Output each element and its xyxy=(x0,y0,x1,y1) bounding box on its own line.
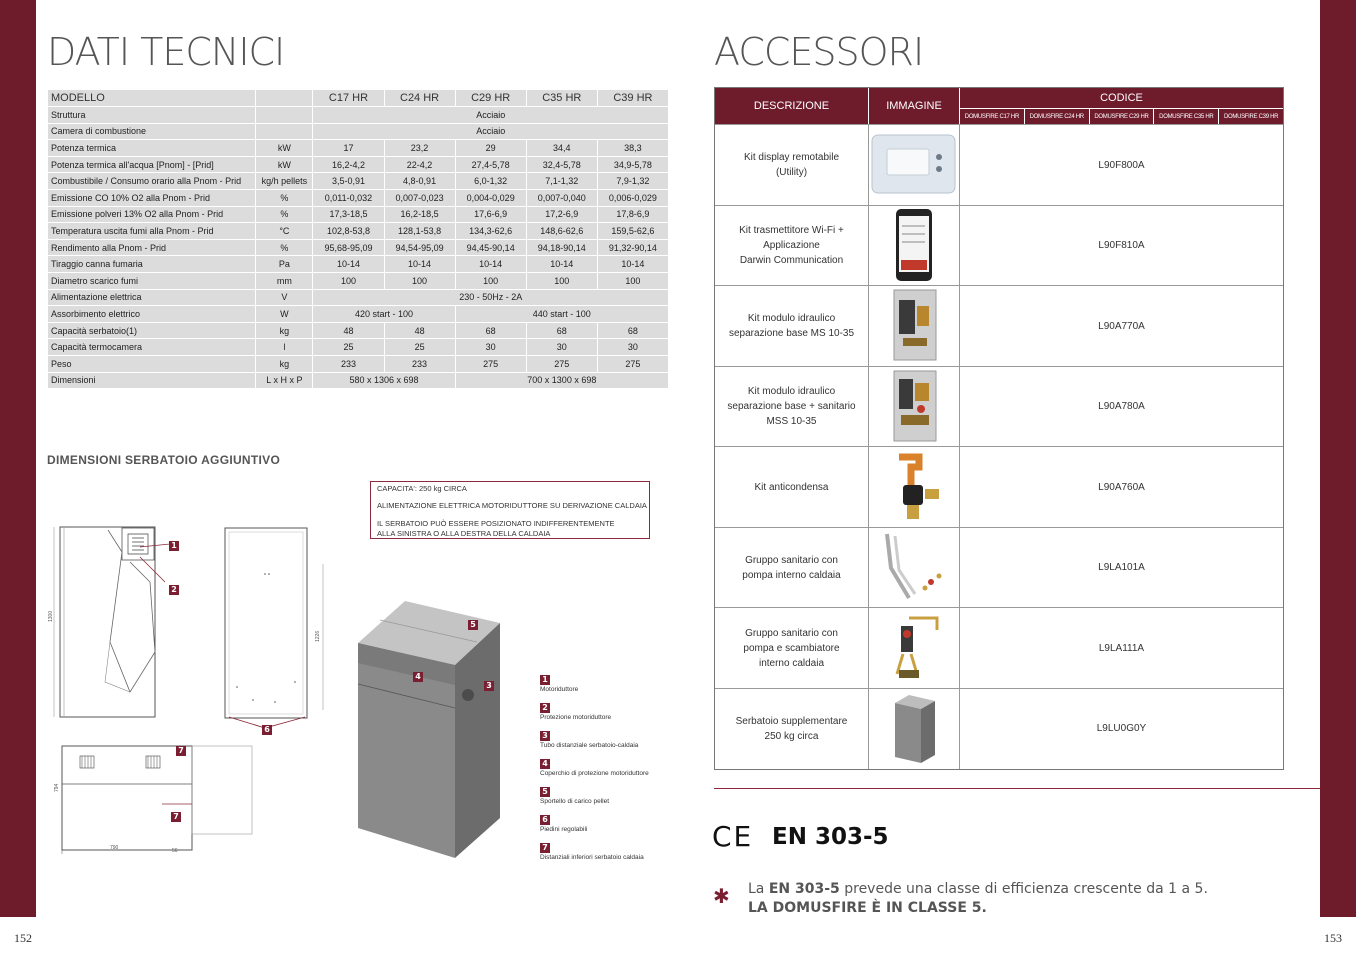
table-cell: 48 xyxy=(384,322,455,339)
table-cell: 30 xyxy=(526,339,597,356)
accessory-code: L9LU0G0Y xyxy=(1096,723,1147,735)
accessory-row xyxy=(715,124,1283,206)
table-header-cell: C35 HR xyxy=(526,90,597,107)
table-cell: Assorbimento elettrico xyxy=(48,306,256,323)
sanitary-group-image xyxy=(869,528,960,609)
table-cell: Acciaio xyxy=(313,107,669,124)
table-cell: 700 x 1300 x 698 xyxy=(455,372,668,389)
table-cell: 17,3-18,5 xyxy=(313,206,384,223)
table-cell xyxy=(256,107,313,124)
badge-1-side: 1 xyxy=(169,541,179,551)
dim-height-1300: 1300 xyxy=(48,610,54,622)
en-text-prefix: La xyxy=(748,881,769,897)
accessory-description: Gruppo sanitario con pompa e scambiatore interno caldaia xyxy=(715,608,869,689)
legend-text: Motoriduttore xyxy=(540,686,579,693)
table-cell: 30 xyxy=(597,339,668,356)
table-cell: 7,1-1,32 xyxy=(526,173,597,190)
table-cell: 100 xyxy=(526,272,597,289)
tank-dimensions-title: DIMENSIONI SERBATOIO AGGIUNTIVO xyxy=(47,453,281,467)
table-row xyxy=(48,107,669,124)
table-cell: l xyxy=(256,339,313,356)
page-number-right: 153 xyxy=(1324,931,1342,945)
table-cell: 0,011-0,032 xyxy=(313,189,384,206)
table-cell: Capacità termocamera xyxy=(48,339,256,356)
table-header-cell: C17 HR xyxy=(313,90,384,107)
legend-item xyxy=(540,843,644,861)
tank-notes-box xyxy=(370,481,650,539)
legend-badge: 7 xyxy=(540,843,550,853)
table-cell: 275 xyxy=(597,355,668,372)
table-header-row xyxy=(48,90,669,107)
dim-height-794: 794 xyxy=(54,783,60,792)
hydraulic-module-image xyxy=(869,286,960,367)
table-cell: 0,004-0,029 xyxy=(455,189,526,206)
ce-mark-icon: CE xyxy=(712,820,754,853)
table-cell: 233 xyxy=(384,355,455,372)
legend-badge: 5 xyxy=(540,787,550,797)
table-cell: % xyxy=(256,239,313,256)
legend-text: Sportello di carico pellet xyxy=(540,798,610,805)
table-header-cell xyxy=(256,90,313,107)
en-text-bold: EN 303-5 xyxy=(768,881,840,897)
table-cell: Pa xyxy=(256,256,313,273)
table-cell: Camera di combustione xyxy=(48,123,256,140)
table-cell: 10-14 xyxy=(313,256,384,273)
header-code-label: CODICE xyxy=(960,88,1283,109)
table-cell: mm xyxy=(256,272,313,289)
en-class-statement: LA DOMUSFIRE È IN CLASSE 5. xyxy=(748,900,987,916)
table-cell: % xyxy=(256,206,313,223)
table-cell: 23,2 xyxy=(384,140,455,157)
tank-front-drawing xyxy=(215,522,330,737)
table-cell: 30 xyxy=(455,339,526,356)
table-cell: Emissione polveri 13% O2 alla Pnom - Prid xyxy=(48,206,256,223)
legend-text: Protezione motoriduttore xyxy=(540,714,612,721)
technical-data-table xyxy=(47,89,669,389)
header-model: DOMUSFIRE C17 HR xyxy=(960,109,1025,125)
accessory-code: L90A770A xyxy=(1098,320,1145,332)
table-cell: 91,32-90,14 xyxy=(597,239,668,256)
table-cell: W xyxy=(256,306,313,323)
table-header-cell: C29 HR xyxy=(455,90,526,107)
table-cell: 0,006-0,029 xyxy=(597,189,668,206)
legend-item xyxy=(540,815,587,833)
table-row xyxy=(48,322,669,339)
accessory-code: L90F810A xyxy=(1098,240,1145,252)
tank-3d-illustration xyxy=(355,598,505,863)
legend-badge: 3 xyxy=(540,731,550,741)
page-number-left: 152 xyxy=(14,931,32,945)
table-cell: 10-14 xyxy=(597,256,668,273)
section-divider xyxy=(714,788,1320,789)
accessory-description: Kit anticondensa xyxy=(715,447,869,528)
accessory-row xyxy=(715,205,1283,287)
table-row xyxy=(48,272,669,289)
table-cell: Alimentazione elettrica xyxy=(48,289,256,306)
table-cell: 25 xyxy=(313,339,384,356)
table-row xyxy=(48,306,669,323)
page-title-dati-tecnici: DATI TECNICI xyxy=(47,30,285,74)
table-cell: 3,5-0,91 xyxy=(313,173,384,190)
table-cell: °C xyxy=(256,223,313,240)
badge-7-top-2: 7 xyxy=(171,812,181,822)
table-cell: 100 xyxy=(313,272,384,289)
table-row xyxy=(48,223,669,240)
table-cell: kW xyxy=(256,156,313,173)
table-cell: 102,8-53,8 xyxy=(313,223,384,240)
accessory-row xyxy=(715,366,1283,448)
legend-item xyxy=(540,731,638,749)
dim-width-790: 790 xyxy=(110,845,119,851)
table-row xyxy=(48,206,669,223)
legend-item xyxy=(540,675,578,693)
table-cell: Dimensioni xyxy=(48,372,256,389)
note-position-1: IL SERBATOIO PUÒ ESSERE POSIZIONATO INDIFFERENTEMENTE xyxy=(377,519,615,528)
table-cell: % xyxy=(256,189,313,206)
legend-item xyxy=(540,703,611,721)
table-cell: kW xyxy=(256,140,313,157)
table-cell: kg xyxy=(256,355,313,372)
table-cell: V xyxy=(256,289,313,306)
table-cell: 68 xyxy=(597,322,668,339)
table-cell: 25 xyxy=(384,339,455,356)
accessories-table xyxy=(714,87,1284,770)
asterisk-icon: ✱ xyxy=(713,886,730,908)
table-cell xyxy=(256,123,313,140)
table-header-cell: MODELLO xyxy=(48,90,256,107)
accessory-code: L90F800A xyxy=(1098,159,1145,171)
table-cell: Diametro scarico fumi xyxy=(48,272,256,289)
table-cell: Temperatura uscita fumi alla Pnom - Prid xyxy=(48,223,256,240)
table-cell: Combustibile / Consumo orario alla Pnom - Prid xyxy=(48,173,256,190)
legend-badge: 6 xyxy=(540,815,550,825)
table-cell: 17,8-6,9 xyxy=(597,206,668,223)
dim-height-1226: 1226 xyxy=(315,630,321,642)
table-cell: 34,4 xyxy=(526,140,597,157)
accessory-code: L9LA111A xyxy=(1098,642,1145,654)
accessory-description: Kit modulo idraulico separazione base MS 10-35 xyxy=(715,286,869,367)
smartphone-image xyxy=(869,206,960,287)
accessory-row xyxy=(715,285,1283,367)
right-page-border xyxy=(1320,0,1356,917)
note-capacity: CAPACITA': 250 kg CIRCA xyxy=(377,484,467,493)
table-cell: L x H x P xyxy=(256,372,313,389)
legend-badge: 1 xyxy=(540,675,550,685)
table-row xyxy=(48,339,669,356)
table-row xyxy=(48,189,669,206)
header-code xyxy=(960,88,1283,124)
table-cell: 230 - 50Hz - 2A xyxy=(313,289,669,306)
table-cell: 0,007-0,023 xyxy=(384,189,455,206)
note-power: ALIMENTAZIONE ELETTRICA MOTORIDUTTORE SU DERIVAZIONE CALDAIA xyxy=(377,501,647,510)
legend-badge: 2 xyxy=(540,703,550,713)
table-cell: Acciaio xyxy=(313,123,669,140)
en-description xyxy=(748,881,1208,897)
table-cell: 134,3-62,6 xyxy=(455,223,526,240)
table-cell: 17,6-6,9 xyxy=(455,206,526,223)
accessory-row xyxy=(715,607,1283,689)
table-cell: kg xyxy=(256,322,313,339)
badge-6: 6 xyxy=(262,725,272,735)
accessory-description: Kit modulo idraulico separazione base + sanitario MSS 10-35 xyxy=(715,367,869,448)
table-cell: Peso xyxy=(48,355,256,372)
table-cell: 10-14 xyxy=(526,256,597,273)
accessory-description: Gruppo sanitario con pompa interno caldaia xyxy=(715,528,869,609)
badge-5: 5 xyxy=(468,620,478,630)
table-row xyxy=(48,372,669,389)
table-cell: 48 xyxy=(313,322,384,339)
header-description: DESCRIZIONE xyxy=(715,88,869,124)
table-cell: 68 xyxy=(455,322,526,339)
table-cell: 94,54-95,09 xyxy=(384,239,455,256)
legend-text: Coperchio di protezione motoriduttore xyxy=(540,770,649,777)
table-cell: 100 xyxy=(455,272,526,289)
table-cell: Potenza termica xyxy=(48,140,256,157)
badge-2-side: 2 xyxy=(169,585,179,595)
table-row xyxy=(48,256,669,273)
legend-badge: 4 xyxy=(540,759,550,769)
table-row xyxy=(48,123,669,140)
table-cell: 10-14 xyxy=(455,256,526,273)
table-cell: 17,2-6,9 xyxy=(526,206,597,223)
legend-item xyxy=(540,759,649,777)
table-row xyxy=(48,140,669,157)
hydraulic-module-sanitary-image xyxy=(869,367,960,448)
table-cell: Emissione CO 10% O2 alla Pnom - Prid xyxy=(48,189,256,206)
table-header-cell: C24 HR xyxy=(384,90,455,107)
table-cell: Rendimento alla Pnom - Prid xyxy=(48,239,256,256)
table-cell: 68 xyxy=(526,322,597,339)
note-position-2: ALLA SINISTRA O ALLA DESTRA DELLA CALDAIA xyxy=(377,529,551,538)
header-model: DOMUSFIRE C29 HR xyxy=(1090,109,1155,125)
page-title-accessori: ACCESSORI xyxy=(714,30,924,74)
table-cell: Potenza termica all'acqua [Pnom] - [Prid] xyxy=(48,156,256,173)
display-image xyxy=(869,125,960,206)
table-cell: 17 xyxy=(313,140,384,157)
table-cell: 22-4,2 xyxy=(384,156,455,173)
table-cell: Struttura xyxy=(48,107,256,124)
en-text-suffix: prevede una classe di efficienza crescente da 1 a 5. xyxy=(839,881,1208,897)
table-cell: 32,4-5,78 xyxy=(526,156,597,173)
badge-4: 4 xyxy=(413,672,423,682)
dim-width-56: 56 xyxy=(172,848,178,854)
legend-text: Tubo distanziale serbatoio-caldaia xyxy=(540,742,639,749)
header-model: DOMUSFIRE C24 HR xyxy=(1025,109,1090,125)
table-cell: 38,3 xyxy=(597,140,668,157)
en-standard-title: EN 303-5 xyxy=(772,824,889,850)
table-row xyxy=(48,156,669,173)
header-image: IMMAGINE xyxy=(869,88,960,124)
legend-item xyxy=(540,787,609,805)
table-cell: 34,9-5,78 xyxy=(597,156,668,173)
accessory-code: L90A780A xyxy=(1098,401,1145,413)
table-cell: 4,8-0,91 xyxy=(384,173,455,190)
badge-3: 3 xyxy=(484,681,494,691)
table-cell: 16,2-18,5 xyxy=(384,206,455,223)
table-cell: 159,5-62,6 xyxy=(597,223,668,240)
tank-image xyxy=(869,689,960,770)
accessory-description: Kit display remotabile (Utility) xyxy=(715,125,869,206)
left-page-border xyxy=(0,0,36,917)
table-row xyxy=(48,239,669,256)
badge-7-top-1: 7 xyxy=(176,746,186,756)
header-models-row xyxy=(960,109,1283,125)
table-row xyxy=(48,355,669,372)
table-cell: 233 xyxy=(313,355,384,372)
legend-text: Piedini regolabili xyxy=(540,826,588,833)
table-header-cell: C39 HR xyxy=(597,90,668,107)
table-cell: 16,2-4,2 xyxy=(313,156,384,173)
table-cell: 95,68-95,09 xyxy=(313,239,384,256)
accessory-row xyxy=(715,527,1283,609)
table-row xyxy=(48,289,669,306)
table-cell: 0,007-0,040 xyxy=(526,189,597,206)
accessory-code: L9LA101A xyxy=(1098,562,1145,574)
table-cell: 275 xyxy=(455,355,526,372)
tank-top-drawing xyxy=(52,742,262,857)
table-cell: 7,9-1,32 xyxy=(597,173,668,190)
table-cell: 6,0-1,32 xyxy=(455,173,526,190)
tank-side-drawing xyxy=(50,522,170,737)
accessory-row xyxy=(715,688,1283,770)
sanitary-exchanger-image xyxy=(869,608,960,689)
table-row xyxy=(48,173,669,190)
legend-text: Distanziali inferiori serbatoio caldaia xyxy=(540,854,644,861)
table-cell: 94,18-90,14 xyxy=(526,239,597,256)
table-cell: 29 xyxy=(455,140,526,157)
table-cell: 100 xyxy=(597,272,668,289)
table-cell: 420 start - 100 xyxy=(313,306,455,323)
table-cell: 100 xyxy=(384,272,455,289)
accessory-code: L90A760A xyxy=(1098,481,1145,493)
table-cell: 148,6-62,6 xyxy=(526,223,597,240)
table-cell: 128,1-53,8 xyxy=(384,223,455,240)
header-model: DOMUSFIRE C35 HR xyxy=(1154,109,1219,125)
table-cell: 580 x 1306 x 698 xyxy=(313,372,455,389)
header-model: DOMUSFIRE C39 HR xyxy=(1223,114,1279,120)
accessory-description: Kit trasmettitore Wi-Fi + Applicazione Darwin Communication xyxy=(715,206,869,287)
table-cell: Tiraggio canna fumaria xyxy=(48,256,256,273)
anticondensa-valve-image xyxy=(869,447,960,528)
table-cell: 94,45-90,14 xyxy=(455,239,526,256)
accessory-row xyxy=(715,446,1283,528)
accessory-description: Serbatoio supplementare 250 kg circa xyxy=(715,689,869,770)
table-cell: kg/h pellets xyxy=(256,173,313,190)
table-cell: 440 start - 100 xyxy=(455,306,668,323)
table-cell: Capacità serbatoio(1) xyxy=(48,322,256,339)
table-cell: 10-14 xyxy=(384,256,455,273)
table-cell: 275 xyxy=(526,355,597,372)
table-cell: 27,4-5,78 xyxy=(455,156,526,173)
